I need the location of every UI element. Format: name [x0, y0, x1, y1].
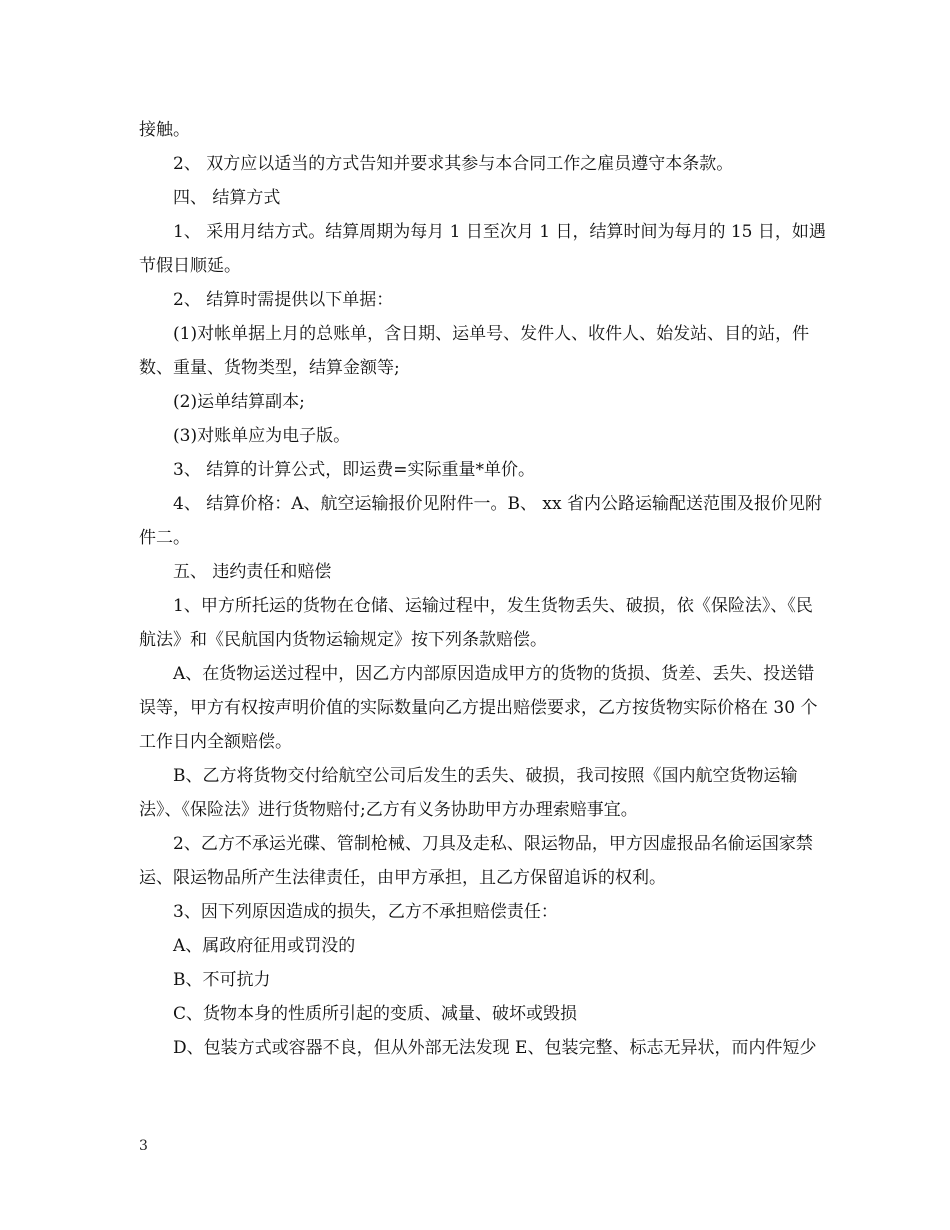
page-number: 3 — [139, 1138, 148, 1154]
paragraph-10: 4、 结算价格：A、航空运输报价见附件一。B、 xx 省内公路运输配送范围及报价见附件二。 — [139, 494, 822, 548]
paragraph-14: B、乙方将货物交付给航空公司后发生的丢失、破损，我司按照《国内航空货物运输法》、《保险法》进行货物赔付;乙方有义务协助甲方办理索赔事宜。 — [139, 766, 798, 820]
section-heading-settlement: 四、 结算方式 — [173, 188, 281, 208]
paragraph-18: B、不可抗力 — [173, 970, 271, 990]
paragraph-19: C、货物本身的性质所引起的变质、减量、破坏或毁损 — [173, 1004, 578, 1024]
paragraph-20: D、包装方式或容器不良，但从外部无法发现 E、包装完整、标志无异状，而内件短少 — [173, 1038, 817, 1058]
paragraph-4: 1、 采用月结方式。结算周期为每月 1 日至次月 1 日，结算时间为每月的 15 日，如遇节假日顺延。 — [139, 222, 826, 276]
paragraph-6: (1)对帐单据上月的总账单，含日期、运单号、发件人、收件人、始发站、目的站，件数、重量、货物类型，结算金额等; — [139, 324, 810, 378]
paragraph-1: 接触。 — [139, 120, 190, 140]
paragraph-16: 3、因下列原因造成的损失，乙方不承担赔偿责任： — [173, 902, 558, 922]
paragraph-17: A、属政府征用或罚没的 — [173, 936, 356, 956]
paragraph-2: 2、 双方应以适当的方式告知并要求其参与本合同工作之雇员遵守本条款。 — [173, 154, 734, 174]
document-body — [139, 113, 829, 1065]
section-heading-liability: 五、 违约责任和赔偿 — [173, 562, 332, 582]
paragraph-9: 3、 结算的计算公式，即运费=实际重量*单价。 — [173, 460, 535, 480]
paragraph-12: 1、甲方所托运的货物在仓储、运输过程中，发生货物丢失、破损，依《保险法》、《民航法》和《民航国内货物运输规定》按下列条款赔偿。 — [139, 596, 813, 650]
paragraph-7: (2)运单结算副本; — [173, 392, 305, 412]
paragraph-15: 2、乙方不承运光碟、管制枪械、刀具及走私、限运物品，甲方因虚报品名偷运国家禁运、限运物品所产生法律责任，由甲方承担，且乙方保留追诉的权利。 — [139, 834, 813, 888]
paragraph-5: 2、 结算时需提供以下单据： — [173, 290, 394, 310]
paragraph-8: (3)对账单应为电子版。 — [173, 426, 351, 446]
paragraph-13: A、在货物运送过程中，因乙方内部原因造成甲方的货物的货损、货差、丢失、投送错误等，甲方有权按声明价值的实际数量向乙方提出赔偿要求，乙方按货物实际价格在 30 个工作日内全额赔偿。 — [139, 664, 818, 752]
